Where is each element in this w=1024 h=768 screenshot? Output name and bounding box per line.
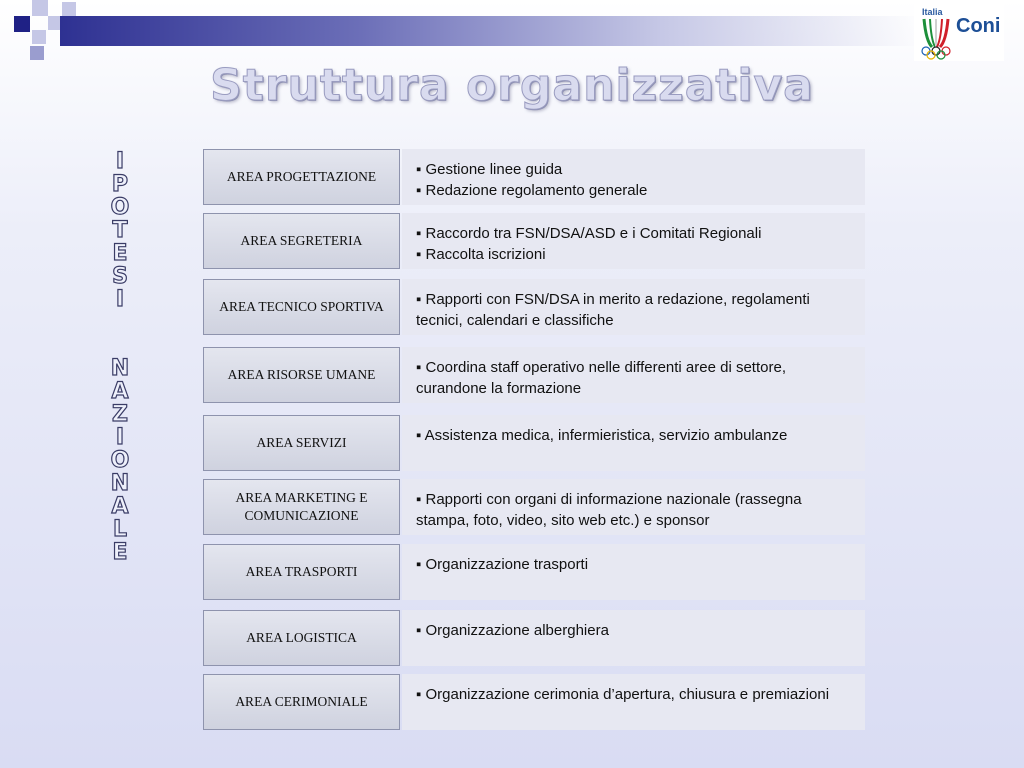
area-label: AREA RISORSE UMANE — [203, 347, 400, 403]
area-label: AREA SEGRETERIA — [203, 213, 400, 269]
page-title: Struttura organizzativa — [210, 60, 814, 111]
vertical-letter: I — [115, 149, 125, 174]
area-label: AREA CERIMONIALE — [203, 674, 400, 730]
area-description — [402, 610, 865, 666]
area-label: AREA SERVIZI — [203, 415, 400, 471]
vertical-letter: N — [110, 356, 130, 381]
vertical-letter: O — [110, 448, 130, 473]
vertical-letter: T — [112, 218, 128, 243]
vertical-letter: L — [112, 517, 127, 542]
vertical-letter: E — [112, 540, 128, 565]
area-bullet-item: ▪ Organizzazione trasporti — [416, 556, 589, 573]
vertical-letter: E — [112, 241, 128, 266]
vertical-word — [111, 357, 130, 564]
area-label: AREA LOGISTICA — [203, 610, 400, 666]
decor-square — [30, 46, 44, 60]
logo-name: Coni — [956, 15, 1001, 37]
header-bar — [60, 16, 920, 46]
area-description — [402, 544, 865, 600]
area-bullet-item: ▪ Rapporti con FSN/DSA in merito a redazione, regolamenti tecnici, calendari e classifiche — [416, 291, 810, 329]
coni-logo — [914, 3, 1004, 61]
decor-square — [62, 2, 76, 16]
area-bullet-item: ▪ Organizzazione cerimonia d’apertura, chiusura e premiazioni — [416, 686, 830, 703]
area-bullet-item: ▪ Gestione linee guida — [416, 161, 563, 178]
area-description — [402, 674, 865, 730]
logo-top-text: Italia — [922, 7, 943, 17]
area-bullet-item: ▪ Raccordo tra FSN/DSA/ASD e i Comitati Regionali — [416, 225, 762, 242]
vertical-label — [100, 150, 140, 564]
area-description — [402, 479, 865, 535]
vertical-letter: A — [111, 379, 129, 404]
area-bullet-item: ▪ Coordina staff operativo nelle differenti aree di settore, curandone la formazione — [416, 359, 786, 397]
decor-square — [32, 30, 46, 44]
area-bullet-item: ▪ Raccolta iscrizioni — [416, 246, 546, 263]
area-label: AREA TRASPORTI — [203, 544, 400, 600]
vertical-letter: O — [110, 195, 130, 220]
area-label: AREA TECNICO SPORTIVA — [203, 279, 400, 335]
area-bullet-item: ▪ Redazione regolamento generale — [416, 182, 648, 199]
area-bullet-item: ▪ Rapporti con organi di informazione nazionale (rassegna stampa, foto, video, sito web etc.) e sponsor — [416, 491, 802, 529]
area-bullet-item: ▪ Organizzazione alberghiera — [416, 622, 609, 639]
decor-square — [14, 16, 30, 32]
vertical-letter: N — [110, 471, 130, 496]
area-description — [402, 213, 865, 269]
area-bullet-item: ▪ Assistenza medica, infermieristica, servizio ambulanze — [416, 427, 788, 444]
area-description — [402, 347, 865, 403]
area-description — [402, 415, 865, 471]
decor-square — [32, 0, 48, 16]
vertical-letter: I — [115, 425, 125, 450]
vertical-letter: Z — [112, 402, 128, 427]
olympic-rings-icon — [920, 46, 954, 60]
vertical-letter: I — [115, 287, 125, 312]
vertical-word — [111, 150, 130, 311]
vertical-letter: S — [112, 264, 128, 289]
vertical-letter: P — [111, 172, 129, 197]
vertical-letter: A — [111, 494, 129, 519]
area-description — [402, 149, 865, 205]
area-label: AREA PROGETTAZIONE — [203, 149, 400, 205]
area-label: AREA MARKETING E COMUNICAZIONE — [203, 479, 400, 535]
area-description — [402, 279, 865, 335]
